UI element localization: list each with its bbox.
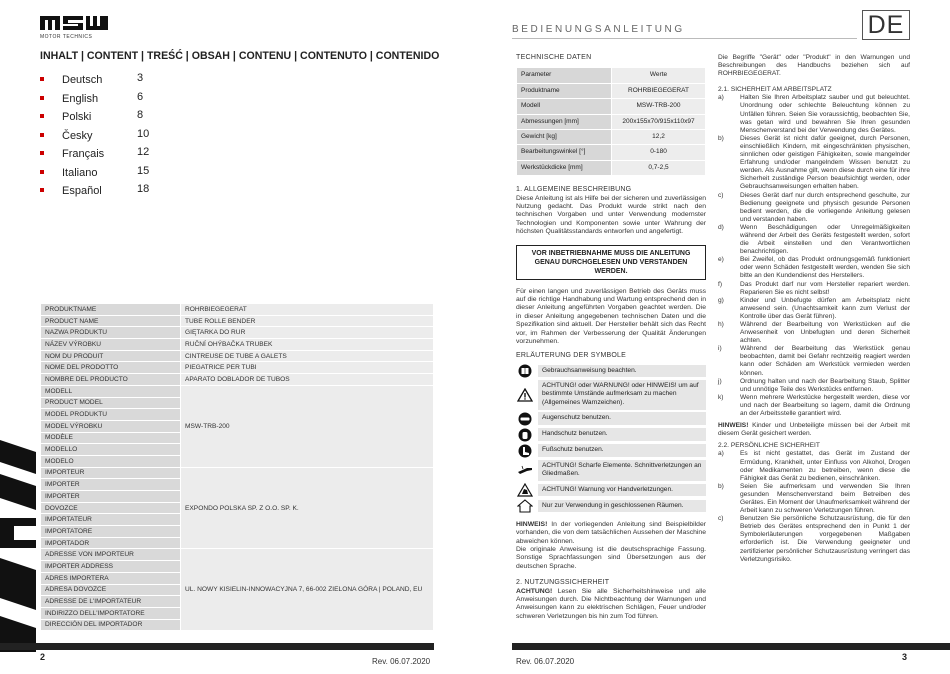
contents-title: INHALT | CONTENT | TREŚĆ | OBSAH | CONTENU | CONTENUTO | CONTENIDO — [40, 50, 440, 62]
list-item — [718, 378, 910, 394]
toc-page: 3 — [137, 72, 144, 84]
toc-item[interactable] — [40, 146, 240, 165]
list-marker: f) — [718, 280, 723, 288]
paragraph: Die originale Anweisung ist die deutschsprachige Fassung. Sonstige Sprachfassungen sind Übersetzungen aus der deutschen Sprache. — [516, 546, 706, 570]
attention-label: ACHTUNG! — [516, 587, 553, 595]
row-label: NOME DEL PRODOTTO — [41, 362, 181, 374]
row-label: ADRESSE DE L'IMPORTATEUR — [41, 596, 181, 608]
list-marker: k) — [718, 393, 724, 401]
toc-language: Deutsch — [62, 74, 103, 86]
row-value: CINTREUSE DE TUBE A GALETS — [181, 350, 434, 362]
list-marker: b) — [718, 134, 724, 142]
row-label: IMPORTER — [41, 491, 181, 503]
table-row — [41, 385, 434, 397]
row-label: NOM DU PRODUIT — [41, 350, 181, 362]
list-item — [718, 321, 910, 345]
row-label: NOMBRE DEL PRODUCTO — [41, 374, 181, 386]
list-item — [718, 450, 910, 482]
param-value: 0,7-2,5 — [612, 160, 706, 175]
tech-data-table — [516, 67, 706, 176]
row-value: PIEGATRICE PER TUBI — [181, 362, 434, 374]
tech-column — [516, 54, 706, 621]
row-label: ADRESA DOVOZCE — [41, 584, 181, 596]
symbol-row — [516, 444, 706, 458]
symbol-text: ACHTUNG! Warnung vor Handverletzungen. — [538, 484, 706, 497]
row-label: DIRECCIÓN DEL IMPORTADOR — [41, 619, 181, 631]
list-item — [718, 135, 910, 192]
hint-text: In der vorliegenden Anleitung sind Beispielbilder vorhanden, die von dem tatsächlichen Aussehen der Maschine abweichen können. — [516, 520, 706, 545]
safety-column — [718, 54, 910, 564]
symbol-text: Nur zur Verwendung in geschlossenen Räumen. — [538, 500, 706, 513]
row-label: ADRES IMPORTERA — [41, 572, 181, 584]
list-text: Wenn mehrere Werkstücke hergestellt werden, diese vor und nach der Bearbeitung so lagern, damit die Ordnung an der Arbeitsstelle garantiert wird. — [740, 393, 910, 418]
list-marker: e) — [718, 256, 724, 264]
bullet-icon — [40, 77, 44, 81]
symbol-text: Augenschutz benutzen. — [538, 412, 706, 425]
list-marker: b) — [718, 482, 724, 490]
revision-date: Rev. 06.07.2020 — [516, 657, 575, 666]
list-item — [718, 192, 910, 224]
row-label: IMPORTATEUR — [41, 514, 181, 526]
importer-value: EXPONDO POLSKA SP. Z O.O. SP. K. — [181, 467, 434, 549]
row-label: NAZWA PRODUKTU — [41, 327, 181, 339]
bullet-icon — [40, 114, 44, 118]
list-item — [718, 345, 910, 377]
list-item — [718, 394, 910, 418]
list-marker: d) — [718, 223, 724, 231]
revision-date: Rev. 06.07.2020 — [372, 657, 431, 666]
list-item — [718, 483, 910, 515]
language-code: DE — [862, 10, 910, 40]
symbol-row — [516, 428, 706, 442]
toc-item[interactable] — [40, 72, 240, 91]
param-name: Abmessungen [mm] — [517, 114, 612, 129]
table-row — [517, 129, 706, 144]
attention-text: Lesen Sie alle Sicherheitshinweise und alle Anweisungen durch. Die Nichtbeachtung der Warnungen und Anweisungen kann zu elektrischen Schlägen, Feuer und/oder schweren Verletzungen bis hin zum Tod führen. — [516, 587, 706, 620]
row-label: IMPORTADOR — [41, 537, 181, 549]
symbol-text: Handschutz benutzen. — [538, 428, 706, 441]
toc-page: 15 — [137, 164, 150, 177]
symbols-list — [516, 364, 706, 513]
list-marker: a) — [718, 94, 724, 102]
param-name: Modell — [517, 99, 612, 114]
list-marker: c) — [718, 191, 724, 199]
row-label: PRODUCT MODEL — [41, 397, 181, 409]
list-item — [718, 94, 910, 134]
table-row — [517, 99, 706, 114]
table-row — [41, 304, 434, 316]
toc-language: Italiano — [62, 166, 98, 179]
list-marker: g) — [718, 296, 724, 304]
product-info-table — [40, 303, 434, 631]
row-label: IMPORTER — [41, 479, 181, 491]
bullet-icon — [40, 151, 44, 155]
toc-page: 6 — [137, 90, 144, 103]
param-value: 0-180 — [612, 145, 706, 160]
manual-icon — [516, 364, 534, 378]
list-text: Bei Zweifel, ob das Produkt ordnungsgemäß funktioniert oder wenn Schäden festgestellt werden, wenden Sie sich bitte an den Kundendienst des Herstellers. — [740, 256, 910, 280]
param-value: MSW-TRB-200 — [612, 99, 706, 114]
table-row — [41, 374, 434, 386]
section-title: TECHNISCHE DATEN — [516, 54, 592, 61]
section-title: 1. ALLGEMEINE BESCHREIBUNG — [516, 186, 632, 194]
section-title: 2.2. PERSÖNLICHE SICHERHEIT — [718, 442, 820, 450]
row-label: NÁZEV VÝROBKU — [41, 339, 181, 351]
attention-note — [516, 588, 706, 622]
list-item — [718, 256, 910, 280]
toc-language: Español — [62, 185, 102, 197]
warning-box: VOR INBETRIEBNAHME MUSS DIE ANLEITUNG GENAU DURCHGELESEN UND VERSTANDEN WERDEN. — [516, 245, 706, 280]
row-label: DOVOZCE — [41, 502, 181, 514]
address-value: UL. NOWY KISIELIN-INNOWACYJNA 7, 66-002 ZIELONA GÓRA | POLAND, EU — [181, 549, 434, 631]
symbol-row — [516, 483, 706, 497]
symbol-row — [516, 460, 706, 481]
row-label: PRODUKTNAME — [41, 304, 181, 316]
toc-page: 10 — [137, 127, 150, 140]
row-value: GIĘTARKA DO RUR — [181, 327, 434, 339]
param-name: Gewicht [kg] — [517, 129, 612, 144]
brand-subtitle: MOTOR TECHNICS — [40, 34, 93, 40]
list-text: Kinder und Unbefugte dürfen am Arbeitsplatz nicht anwesend sein. (Unachtsamkeit kann zum Verlust der Kontrolle über das Gerät führen). — [740, 296, 910, 320]
toc-language: Česky — [62, 129, 93, 142]
footer-bar — [512, 643, 950, 650]
eye-protection-icon — [516, 412, 534, 426]
toc-page: 18 — [137, 183, 150, 195]
table-row — [41, 362, 434, 374]
paragraph: Für einen langen und zuverlässigen Betrieb des Geräts muss auf die richtige Handhabung und Wartung entsprechend den in dieser Anleitung angeführten Vorgaben geachtet werden. Die in dieser Anleitung angegebenen technischen Daten und die Spezifikation sind aktuell. Der Hersteller behält sich das Recht vor, im Rahmen der Verbesserung der Qualität Änderungen vorzunehmen. — [516, 287, 706, 346]
table-header — [517, 68, 706, 83]
symbol-row — [516, 412, 706, 426]
section-title: ERLÄUTERUNG DER SYMBOLE — [516, 352, 627, 360]
row-label: INDIRIZZO DELL'IMPORTATORE — [41, 607, 181, 619]
param-value: 200x155x70/915x110x97 — [612, 114, 706, 129]
table-row — [41, 315, 434, 327]
toc-item[interactable] — [40, 128, 240, 147]
paragraph: Diese Anleitung ist als Hilfe bei der sicheren und zuverlässigen Nutzung gedacht. Das Produkt wurde strikt nach den technischen Vorgaben und unter Verwendung modernster Technologien und Komponenten sowie unter Wahrung der höchsten Qualitätsstandards entworfen und angefertigt. — [516, 194, 706, 236]
row-value: RUČNÍ OHÝBAČKA TRUBEK — [181, 339, 434, 351]
symbol-row — [516, 499, 706, 513]
header-divider — [512, 38, 857, 39]
hint-note — [516, 521, 706, 546]
list-text: Während der Bearbeitung das Werkstück genau beobachten, damit bei Gefahr rechtzeitig reagiert werden kann oder Schäden am Werkstück vermieden werden können. — [740, 345, 910, 377]
list-item — [718, 297, 910, 321]
table-row — [41, 339, 434, 351]
param-value: ROHRBIEGEGERAT — [612, 83, 706, 98]
list-text: Seien Sie aufmerksam und verwenden Sie Ihren gesunden Menschenverstand beim Betreiben des Gerätes. Ein Moment der Unaufmerksamkeit während der Arbeit kann zu schweren Verletzungen führen. — [740, 482, 910, 515]
foot-protection-icon — [516, 444, 534, 458]
header-cell: Werte — [612, 68, 706, 83]
warning-icon — [516, 388, 534, 402]
table-row — [517, 114, 706, 129]
param-name: Produktname — [517, 83, 612, 98]
list-marker: j) — [718, 377, 722, 385]
manual-title: BEDIENUNGSANLEITUNG — [512, 24, 685, 35]
toc-language: Polski — [62, 111, 92, 123]
table-row — [41, 467, 434, 479]
symbol-row — [516, 380, 706, 410]
row-label: ADRESSE VON IMPORTEUR — [41, 549, 181, 561]
row-label: PRODUCT NAME — [41, 315, 181, 327]
toc-item[interactable] — [40, 165, 240, 184]
symbol-text: ACHTUNG! oder WARNUNG! oder HINWEIS! um auf bestimmte Umstände aufmerksam zu machen (Allgemeines Warnzeichen). — [538, 380, 706, 410]
param-value: 12,2 — [612, 129, 706, 144]
hint-text: Kinder und Unbeteiligte müssen bei der Arbeit mit diesem Gerät gesichert werden. — [718, 422, 910, 438]
header-cell: Parameter — [517, 68, 612, 83]
row-value: APARATO DOBLADOR DE TUBOS — [181, 374, 434, 386]
list-item — [718, 515, 910, 564]
list-marker: c) — [718, 515, 724, 523]
row-label: IMPORTATORE — [41, 526, 181, 538]
list-text: Dieses Gerät darf nur durch entsprechend geschulte, zur Bedienung geeignete und physisch gesunde Personen bedient werden, die die vorliegende Anleitung gelesen und verstanden haben. — [740, 191, 910, 223]
row-label: MODELLO — [41, 444, 181, 456]
footer-bar — [0, 643, 434, 650]
toc-item[interactable] — [40, 91, 240, 110]
page-number: 3 — [902, 652, 908, 662]
table-of-contents — [40, 72, 240, 202]
table-row — [517, 145, 706, 160]
toc-item[interactable] — [40, 109, 240, 128]
row-value: ROHRBIEGEGERAT — [181, 304, 434, 316]
hint-note — [718, 422, 910, 438]
toc-page: 8 — [137, 109, 144, 121]
bullet-icon — [40, 133, 44, 137]
table-row — [41, 549, 434, 561]
list-text: Benutzen Sie persönliche Schutzausrüstung, die für den Betrieb des Gerätes entsprechend den in Punkt 1 der Symbolerläuterungen vorgegebenen Maßgaben erforderlich ist. Die Verwendung geeigneter und zertifizierter persönlicher Schutzausrüstung verringert das Verletzungsrisiko. — [740, 515, 910, 563]
model-value: MSW-TRB-200 — [181, 385, 434, 467]
hand-protection-icon — [516, 428, 534, 442]
row-label: MODELL — [41, 385, 181, 397]
bullet-icon — [40, 188, 44, 192]
list-text: Ordnung halten und nach der Bearbeitung Staub, Splitter und unnötige Teile des Werkstücks entfernen. — [740, 377, 910, 393]
row-label: MODELO — [41, 455, 181, 467]
row-label: MODEL PRODUKTU — [41, 409, 181, 421]
list-marker: a) — [718, 450, 724, 458]
symbol-text: ACHTUNG! Scharfe Elemente. Schnittverletzungen an Gliedmaßen. — [538, 460, 706, 481]
toc-language: Français — [62, 148, 105, 160]
hint-label: HINWEIS! — [516, 520, 548, 528]
symbol-row — [516, 364, 706, 378]
section-title: 2.1. SICHERHEIT AM ARBEITSPLATZ — [718, 86, 832, 94]
list-text: Es ist nicht gestattet, das Gerät im Zustand der Ermüdung, Krankheit, unter Einfluss von Alkohol, Drogen oder Medikamenten zu betreiben, wenn diese die Fähigkeit das Gerät zu bedienen, einschränken. — [740, 450, 910, 482]
toc-language: English — [62, 92, 99, 105]
table-row — [41, 327, 434, 339]
side-brand-graphic — [0, 440, 36, 652]
list-text: Halten Sie Ihren Arbeitsplatz sauber und gut beleuchtet. Unordnung oder schlechte Beleuchtung können zu Unfällen führen. Seien Sie voraussichtig, beobachten Sie, was getan wird und bewahren Sie Ihren gesunden Menschenverstand bei der Verwendung des Gerätes. — [740, 94, 910, 134]
bullet-icon — [40, 170, 44, 174]
list-text: Dieses Gerät ist nicht dafür geeignet, durch Personen, einschließlich Kindern, mit eingeschränkten physischen, sinnlichen oder geistigen Fähigkeiten, sowie mangelnder Erfahrung und/oder mangelndem Wissen benutzt zu werden. Als Ausnahme gilt, wenn diese durch eine für ihre Sicherheit zuständige Person beaufsichtigt werden, oder Gebrauchsanweisungen erhalten haben. — [740, 134, 910, 191]
table-row — [517, 83, 706, 98]
list-text: Das Produkt darf nur vom Hersteller repariert werden. Reparieren Sie es nicht selbst! — [740, 280, 910, 296]
symbol-text: Gebrauchsanweisung beachten. — [538, 365, 706, 378]
paragraph: Die Begriffe "Gerät" oder "Produkt" in den Warnungen und Beschreibungen des Handbuchs beziehen sich auf ROHRBIEGEGERAT. — [718, 54, 910, 78]
toc-page: 12 — [137, 146, 150, 158]
toc-item[interactable] — [40, 183, 240, 202]
list-item — [718, 224, 910, 256]
symbol-text: Fußschutz benutzen. — [538, 444, 706, 457]
cut-hazard-icon — [516, 463, 534, 477]
row-label: IMPORTEUR — [41, 467, 181, 479]
row-value: TUBE ROLLE BENDER — [181, 315, 434, 327]
bullet-icon — [40, 96, 44, 100]
section-title: 2. NUTZUNGSSICHERHEIT — [516, 579, 610, 587]
table-row — [517, 160, 706, 175]
hint-label: HINWEIS! — [718, 422, 749, 430]
row-label: MODEL VÝROBKU — [41, 420, 181, 432]
list-item — [718, 281, 910, 297]
list-marker: i) — [718, 345, 722, 353]
list-text: Während der Bearbeitung von Werkstücken auf die Anwesenheit von Unbefugten und deren Sicherheit achten. — [740, 321, 910, 345]
page-number: 2 — [40, 652, 46, 662]
table-row — [41, 350, 434, 362]
list-marker: h) — [718, 321, 724, 328]
param-name: Bearbeitungswinkel [°] — [517, 145, 612, 160]
list-text: Wenn Beschädigungen oder Unregelmäßigkeiten während der Arbeit des Geräts festgestellt werden, sofort die Arbeit einstellen und den Verantwortlichen benachrichtigen. — [740, 223, 910, 256]
hand-injury-icon — [516, 483, 534, 497]
param-name: Werkstückdicke [mm] — [517, 160, 612, 175]
row-label: IMPORTER ADDRESS — [41, 561, 181, 573]
row-label: MODÈLE — [41, 432, 181, 444]
indoor-use-icon — [516, 499, 534, 513]
